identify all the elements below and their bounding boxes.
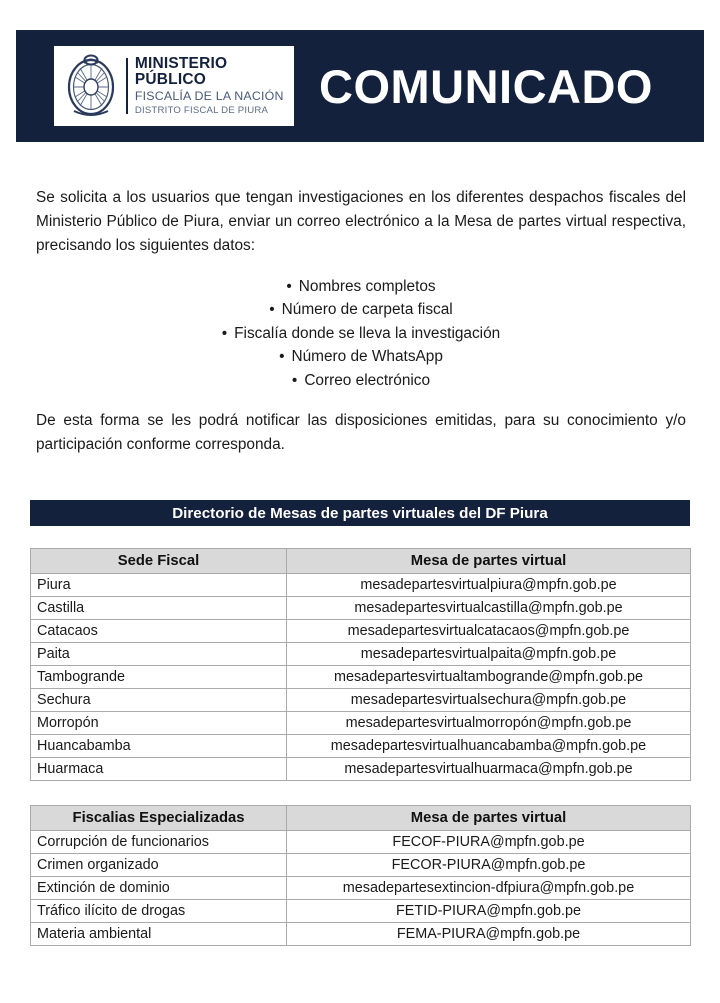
- cell-email[interactable]: FETID-PIURA@mpfn.gob.pe: [287, 900, 691, 923]
- cell-email[interactable]: mesadepartesvirtualmorropón@mpfn.gob.pe: [287, 712, 691, 735]
- table-row: [31, 831, 691, 854]
- cell-fiscalia: Extinción de dominio: [31, 877, 287, 900]
- required-data-list: [36, 275, 686, 392]
- cell-email[interactable]: FECOF-PIURA@mpfn.gob.pe: [287, 831, 691, 854]
- cell-email[interactable]: FECOR-PIURA@mpfn.gob.pe: [287, 854, 691, 877]
- cell-fiscalia: Tráfico ilícito de drogas: [31, 900, 287, 923]
- column-header-mesa: Mesa de partes virtual: [287, 806, 691, 831]
- logo-line-1: MINISTERIO PÚBLICO: [134, 55, 228, 89]
- closing-paragraph: De esta forma se les podrá notificar las disposiciones emitidas, para su conocimiento y/o participación conforme corresponda.: [36, 412, 686, 453]
- cell-email[interactable]: mesadepartesvirtualtambogrande@mpfn.gob.pe: [287, 666, 691, 689]
- cell-email[interactable]: mesadepartesvirtualpiura@mpfn.gob.pe: [287, 574, 691, 597]
- cell-fiscalia: Corrupción de funcionarios: [31, 831, 287, 854]
- header-banner: [16, 30, 704, 142]
- cell-fiscalia: Materia ambiental: [31, 923, 287, 946]
- list-item: • Nombres completos: [36, 275, 686, 298]
- cell-email[interactable]: mesadepartesvirtualcatacaos@mpfn.gob.pe: [287, 620, 691, 643]
- cell-email[interactable]: mesadepartesextincion-dfpiura@mpfn.gob.pe: [287, 877, 691, 900]
- table-row: [31, 712, 691, 735]
- page-title: COMUNICADO: [319, 59, 653, 113]
- cell-email[interactable]: mesadepartesvirtualsechura@mpfn.gob.pe: [287, 689, 691, 712]
- cell-email[interactable]: mesadepartesvirtualhuarmaca@mpfn.gob.pe: [287, 758, 691, 781]
- cell-sede: Huarmaca: [31, 758, 287, 781]
- cell-sede: Tambogrande: [31, 666, 287, 689]
- directory-title: Directorio de Mesas de partes virtuales del DF Piura: [30, 500, 690, 526]
- table-row: [31, 574, 691, 597]
- cell-fiscalia: Crimen organizado: [31, 854, 287, 877]
- sede-fiscal-table: [30, 548, 691, 781]
- cell-sede: Huancabamba: [31, 735, 287, 758]
- table-row: [31, 689, 691, 712]
- column-header-fiscalias: Fiscalias Especializadas: [31, 806, 287, 831]
- national-seal-icon: [60, 51, 122, 121]
- intro-paragraph: Se solicita a los usuarios que tengan investigaciones en los diferentes despachos fiscales del Ministerio Público de Piura, enviar un correo electrónico a la Mesa de partes virtual respectiva, precisando los siguientes datos:: [36, 189, 686, 254]
- table-row: [31, 900, 691, 923]
- cell-sede: Morropón: [31, 712, 287, 735]
- cell-email[interactable]: FEMA-PIURA@mpfn.gob.pe: [287, 923, 691, 946]
- table-header-row: [31, 549, 691, 574]
- table-row: [31, 923, 691, 946]
- cell-email[interactable]: mesadepartesvirtualhuancabamba@mpfn.gob.pe: [287, 735, 691, 758]
- institution-logo: [54, 46, 294, 126]
- table-row: [31, 758, 691, 781]
- list-item: • Correo electrónico: [36, 369, 686, 392]
- cell-sede: Sechura: [31, 689, 287, 712]
- cell-email[interactable]: mesadepartesvirtualcastilla@mpfn.gob.pe: [287, 597, 691, 620]
- list-item: • Fiscalía donde se lleva la investigación: [36, 322, 686, 345]
- table-row: [31, 620, 691, 643]
- cell-sede: Piura: [31, 574, 287, 597]
- logo-line-3: DISTRITO FISCAL DE PIURA: [134, 104, 269, 116]
- list-item: • Número de WhatsApp: [36, 345, 686, 368]
- table-header-row: [31, 806, 691, 831]
- table-row: [31, 666, 691, 689]
- logo-text-block: [135, 56, 288, 116]
- logo-line-2: FISCALÍA DE LA NACIÓN: [134, 88, 284, 103]
- cell-sede: Catacaos: [31, 620, 287, 643]
- table-row: [31, 877, 691, 900]
- cell-email[interactable]: mesadepartesvirtualpaita@mpfn.gob.pe: [287, 643, 691, 666]
- cell-sede: Castilla: [31, 597, 287, 620]
- logo-divider: [126, 58, 128, 114]
- table-row: [31, 597, 691, 620]
- fiscalias-especializadas-table: [30, 805, 691, 946]
- table-row: [31, 643, 691, 666]
- column-header-mesa: Mesa de partes virtual: [287, 549, 691, 574]
- table-row: [31, 854, 691, 877]
- column-header-sede: Sede Fiscal: [31, 549, 287, 574]
- list-item: • Número de carpeta fiscal: [36, 298, 686, 321]
- cell-sede: Paita: [31, 643, 287, 666]
- table-row: [31, 735, 691, 758]
